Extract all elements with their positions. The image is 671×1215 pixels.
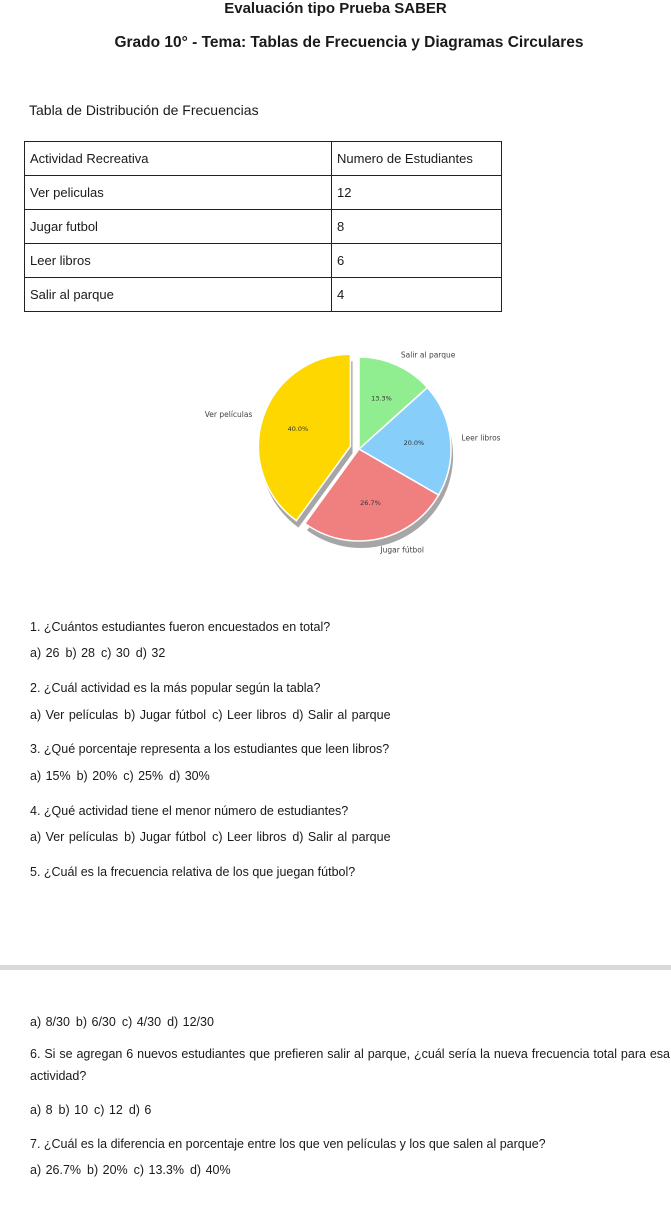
table-header-cell: Numero de Estudiantes [332, 142, 502, 176]
table-cell-activity: Leer libros [25, 244, 332, 278]
answer-option[interactable]: b) Jugar fútbol [124, 708, 207, 722]
question-5: 5. ¿Cuál es la frecuencia relativa de los que juegan fútbol? [30, 865, 356, 879]
pie-category-label: Jugar fútbol [380, 545, 424, 555]
table-row [25, 210, 502, 244]
pie-chart [128, 312, 566, 574]
page-break-divider [0, 965, 671, 970]
question-5-options [30, 1014, 214, 1030]
question-7-options [30, 1162, 231, 1178]
answer-option[interactable]: c) Leer libros [212, 830, 287, 844]
page-subtitle: Grado 10° - Tema: Tablas de Frecuencia y Diagramas Circulares [114, 34, 584, 51]
answer-option[interactable]: d) 40% [189, 1163, 231, 1177]
table-cell-activity: Jugar futbol [25, 210, 332, 244]
question-3: 3. ¿Qué porcentaje representa a los estudiantes que leen libros? [30, 742, 390, 756]
answer-option[interactable]: b) 28 [65, 646, 95, 660]
answer-option[interactable]: c) 12 [94, 1103, 123, 1117]
table-cell-activity: Salir al parque [25, 278, 332, 312]
pie-category-label: Ver películas [204, 409, 253, 419]
answer-option[interactable]: b) 20% [87, 1163, 128, 1177]
answer-option[interactable]: d) 12/30 [167, 1015, 214, 1029]
pie-percent-label: 26.7% [360, 499, 381, 507]
pie-category-label: Leer libros [461, 433, 501, 443]
table-caption: Tabla de Distribución de Frecuencias [29, 102, 259, 118]
answer-option[interactable]: a) 26 [30, 646, 60, 660]
question-1-options [30, 645, 165, 661]
answer-option[interactable]: d) 30% [169, 769, 210, 783]
pie-percent-label: 20.0% [403, 439, 425, 448]
answer-option[interactable]: a) 8/30 [30, 1015, 70, 1029]
answer-option[interactable]: c) 30 [101, 646, 130, 660]
answer-option[interactable]: b) 6/30 [75, 1015, 116, 1029]
answer-option[interactable]: c) 25% [123, 769, 164, 783]
table-cell-count: 6 [332, 244, 502, 278]
answer-option[interactable]: b) 20% [76, 769, 118, 783]
answer-option[interactable]: d) Salir al parque [292, 708, 391, 722]
answer-option[interactable]: c) 4/30 [121, 1015, 162, 1029]
table-header-row [25, 142, 502, 176]
question-2: 2. ¿Cuál actividad es la más popular según la tabla? [30, 681, 321, 695]
table-header-cell: Actividad Recreativa [25, 142, 332, 176]
table-cell-count: 8 [332, 210, 502, 244]
page-title: Evaluación tipo Prueba SABER [224, 0, 447, 17]
table-cell-count: 4 [332, 278, 502, 312]
question-7: 7. ¿Cuál es la diferencia en porcentaje entre los que ven películas y los que salen al parque? [30, 1137, 546, 1151]
pie-percent-label: 40.0% [287, 425, 309, 434]
question-2-options [30, 707, 391, 723]
pie-percent-label: 13.3% [371, 394, 392, 403]
answer-option[interactable]: a) 15% [30, 769, 71, 783]
question-4: 4. ¿Qué actividad tiene el menor número de estudiantes? [30, 804, 349, 818]
answer-option[interactable]: b) Jugar fútbol [124, 830, 207, 844]
question-3-options [30, 768, 210, 784]
answer-option[interactable]: d) 6 [128, 1103, 152, 1117]
table-row [25, 244, 502, 278]
table-row [25, 176, 502, 210]
answer-option[interactable]: a) Ver películas [30, 830, 119, 844]
pie-category-label: Salir al parque [400, 350, 456, 360]
table-cell-activity: Ver peliculas [25, 176, 332, 210]
question-6-options [30, 1102, 151, 1118]
answer-option[interactable]: d) 32 [135, 646, 166, 660]
answer-option[interactable]: a) 8 [30, 1103, 53, 1117]
question-4-options [30, 829, 391, 845]
answer-option[interactable]: a) Ver películas [30, 708, 119, 722]
question-6: 6. Si se agregan 6 nuevos estudiantes que prefieren salir al parque, ¿cuál sería la nueva frecuencia total para esa actividad? [30, 1047, 670, 1083]
table-row [25, 278, 502, 312]
answer-option[interactable]: b) 10 [58, 1103, 89, 1117]
table-cell-count: 12 [332, 176, 502, 210]
answer-option[interactable]: a) 26.7% [30, 1163, 82, 1177]
answer-option[interactable]: d) Salir al parque [292, 830, 391, 844]
answer-option[interactable]: c) 13.3% [133, 1163, 184, 1177]
answer-option[interactable]: c) Leer libros [212, 708, 287, 722]
frequency-table [24, 141, 502, 312]
question-1: 1. ¿Cuántos estudiantes fueron encuestados en total? [30, 620, 331, 634]
